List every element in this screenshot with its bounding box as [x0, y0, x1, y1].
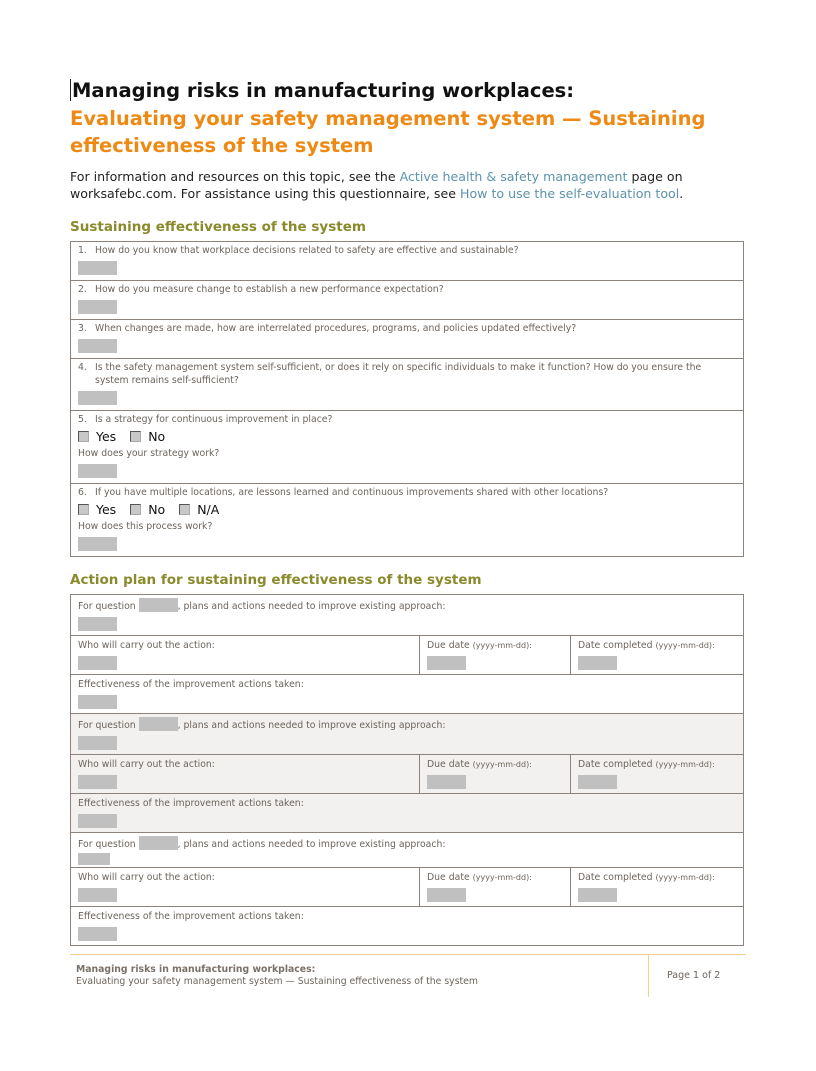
- for-question-label: For question: [78, 601, 139, 612]
- answer-field[interactable]: [78, 537, 117, 551]
- who-label: Who will carry out the action:: [78, 759, 215, 770]
- followup-label: How does this process work?: [78, 521, 213, 532]
- section-heading-sustaining: Sustaining effectiveness of the system: [70, 219, 366, 235]
- who-field[interactable]: [78, 888, 117, 902]
- date-format-hint: (yyyy-mm-dd):: [655, 641, 715, 650]
- question-number: 1.: [78, 245, 87, 256]
- document-title: [70, 78, 746, 104]
- question-text: Is a strategy for continuous improvement in place?: [95, 414, 333, 425]
- effectiveness-label: Effectiveness of the improvement actions taken:: [78, 798, 304, 809]
- effectiveness-label: Effectiveness of the improvement actions taken:: [78, 911, 304, 922]
- checkbox-label: No: [148, 502, 166, 517]
- question-row-3: [71, 319, 743, 358]
- effectiveness-field[interactable]: [78, 695, 117, 709]
- checkbox-no[interactable]: [130, 502, 165, 517]
- date-format-hint: (yyyy-mm-dd):: [655, 760, 715, 769]
- checkbox-icon[interactable]: [78, 504, 89, 515]
- question-text: How do you measure change to establish a new performance expectation?: [95, 284, 444, 295]
- questions-table: [70, 241, 744, 557]
- checkbox-yes[interactable]: [78, 502, 116, 517]
- question-number: 4.: [78, 362, 87, 373]
- plans-label: , plans and actions needed to improve existing approach:: [177, 839, 446, 850]
- checkbox-group: [78, 429, 736, 444]
- effectiveness-field[interactable]: [78, 927, 117, 941]
- page-footer: [70, 954, 746, 997]
- footer-divider: [648, 955, 649, 997]
- footer-title: Managing risks in manufacturing workplaces:: [76, 964, 316, 975]
- action-plan-row: [71, 793, 743, 832]
- action-plan-row: [71, 674, 743, 713]
- plans-label: , plans and actions needed to improve existing approach:: [177, 720, 446, 731]
- footer-subtitle: Evaluating your safety management system — Sustaining effectiveness of the system: [76, 976, 478, 987]
- question-number-field[interactable]: [139, 598, 178, 612]
- action-plan-table: [70, 594, 744, 946]
- question-text: How do you know that workplace decisions related to safety are effective and sustainable?: [95, 245, 519, 256]
- due-date-label: Due date: [427, 640, 473, 651]
- action-plan-row: [71, 867, 743, 906]
- followup-label: How does your strategy work?: [78, 448, 220, 459]
- due-date-field[interactable]: [427, 775, 466, 789]
- question-text: When changes are made, how are interrelated procedures, programs, and policies updated effectively?: [95, 323, 577, 334]
- question-number: 6.: [78, 487, 87, 498]
- action-plan-row: [71, 635, 743, 674]
- date-completed-field[interactable]: [578, 775, 617, 789]
- title-text: Managing risks in manufacturing workplaces:: [72, 79, 575, 102]
- due-date-field[interactable]: [427, 888, 466, 902]
- date-format-hint: (yyyy-mm-dd):: [472, 641, 532, 650]
- plans-field[interactable]: [78, 853, 110, 865]
- question-row-1: [71, 242, 743, 280]
- answer-field[interactable]: [78, 339, 117, 353]
- footer-text: [76, 964, 478, 988]
- checkbox-label: No: [148, 429, 166, 444]
- due-date-field[interactable]: [427, 656, 466, 670]
- document-page: [70, 78, 746, 946]
- answer-field[interactable]: [78, 464, 117, 478]
- date-completed-label: Date completed: [578, 640, 656, 651]
- date-completed-label: Date completed: [578, 872, 656, 883]
- question-row-6: [71, 483, 743, 556]
- intro-text-2: page on worksafebc.com. For assistance using this questionnaire, see: [70, 169, 683, 201]
- checkbox-no[interactable]: [130, 429, 165, 444]
- answer-field[interactable]: [78, 261, 117, 275]
- intro-text-1: For information and resources on this topic, see the: [70, 169, 400, 184]
- answer-field[interactable]: [78, 300, 117, 314]
- text-caret: [70, 79, 71, 101]
- checkbox-na[interactable]: [179, 502, 219, 517]
- action-plan-row: [71, 906, 743, 945]
- document-subtitle: Evaluating your safety management system — Sustaining effectiveness of the system: [70, 107, 706, 157]
- who-label: Who will carry out the action:: [78, 640, 215, 651]
- date-format-hint: (yyyy-mm-dd):: [655, 873, 715, 882]
- plans-field[interactable]: [78, 617, 117, 631]
- question-number: 3.: [78, 323, 87, 334]
- due-date-label: Due date: [427, 872, 473, 883]
- question-row-4: [71, 358, 743, 410]
- question-text: Is the safety management system self-sufficient, or does it rely on specific individuals to make it function? How do you ensure the system remains self-sufficient?: [95, 362, 702, 386]
- intro-text-3: .: [679, 186, 684, 201]
- checkbox-label: Yes: [96, 429, 117, 444]
- checkbox-icon[interactable]: [130, 431, 141, 442]
- section-heading-action-plan: Action plan for sustaining effectiveness of the system: [70, 572, 482, 588]
- active-health-safety-link[interactable]: Active health & safety management: [399, 169, 628, 184]
- date-format-hint: (yyyy-mm-dd):: [472, 873, 532, 882]
- question-number: 2.: [78, 284, 87, 295]
- date-completed-field[interactable]: [578, 656, 617, 670]
- checkbox-group: [78, 502, 736, 517]
- question-row-2: [71, 280, 743, 319]
- date-completed-field[interactable]: [578, 888, 617, 902]
- question-number: 5.: [78, 414, 87, 425]
- plans-field[interactable]: [78, 736, 117, 750]
- action-plan-row: [71, 713, 743, 754]
- for-question-label: For question: [78, 839, 139, 850]
- checkbox-label: N/A: [197, 502, 220, 517]
- checkbox-yes[interactable]: [78, 429, 116, 444]
- action-plan-row: [71, 754, 743, 793]
- date-completed-label: Date completed: [578, 759, 656, 770]
- action-plan-row: [71, 595, 743, 635]
- page-number: Page 1 of 2: [667, 970, 721, 981]
- due-date-label: Due date: [427, 759, 473, 770]
- effectiveness-label: Effectiveness of the improvement actions taken:: [78, 679, 304, 690]
- checkbox-icon[interactable]: [130, 504, 141, 515]
- who-field[interactable]: [78, 656, 117, 670]
- effectiveness-field[interactable]: [78, 814, 117, 828]
- answer-field[interactable]: [78, 391, 117, 405]
- intro-paragraph: [70, 168, 746, 202]
- checkbox-icon[interactable]: [78, 431, 89, 442]
- plans-label: , plans and actions needed to improve existing approach:: [177, 601, 446, 612]
- question-text: If you have multiple locations, are lessons learned and continuous improvements shared with other locations?: [95, 487, 609, 498]
- who-field[interactable]: [78, 775, 117, 789]
- action-plan-row: [71, 832, 743, 867]
- for-question-label: For question: [78, 720, 139, 731]
- self-evaluation-tool-link[interactable]: How to use the self-evaluation tool: [459, 186, 680, 201]
- date-format-hint: (yyyy-mm-dd):: [472, 760, 532, 769]
- checkbox-icon[interactable]: [179, 504, 190, 515]
- question-row-5: [71, 410, 743, 483]
- who-label: Who will carry out the action:: [78, 872, 215, 883]
- checkbox-label: Yes: [96, 502, 117, 517]
- question-number-field[interactable]: [139, 717, 178, 731]
- question-number-field[interactable]: [139, 836, 178, 850]
